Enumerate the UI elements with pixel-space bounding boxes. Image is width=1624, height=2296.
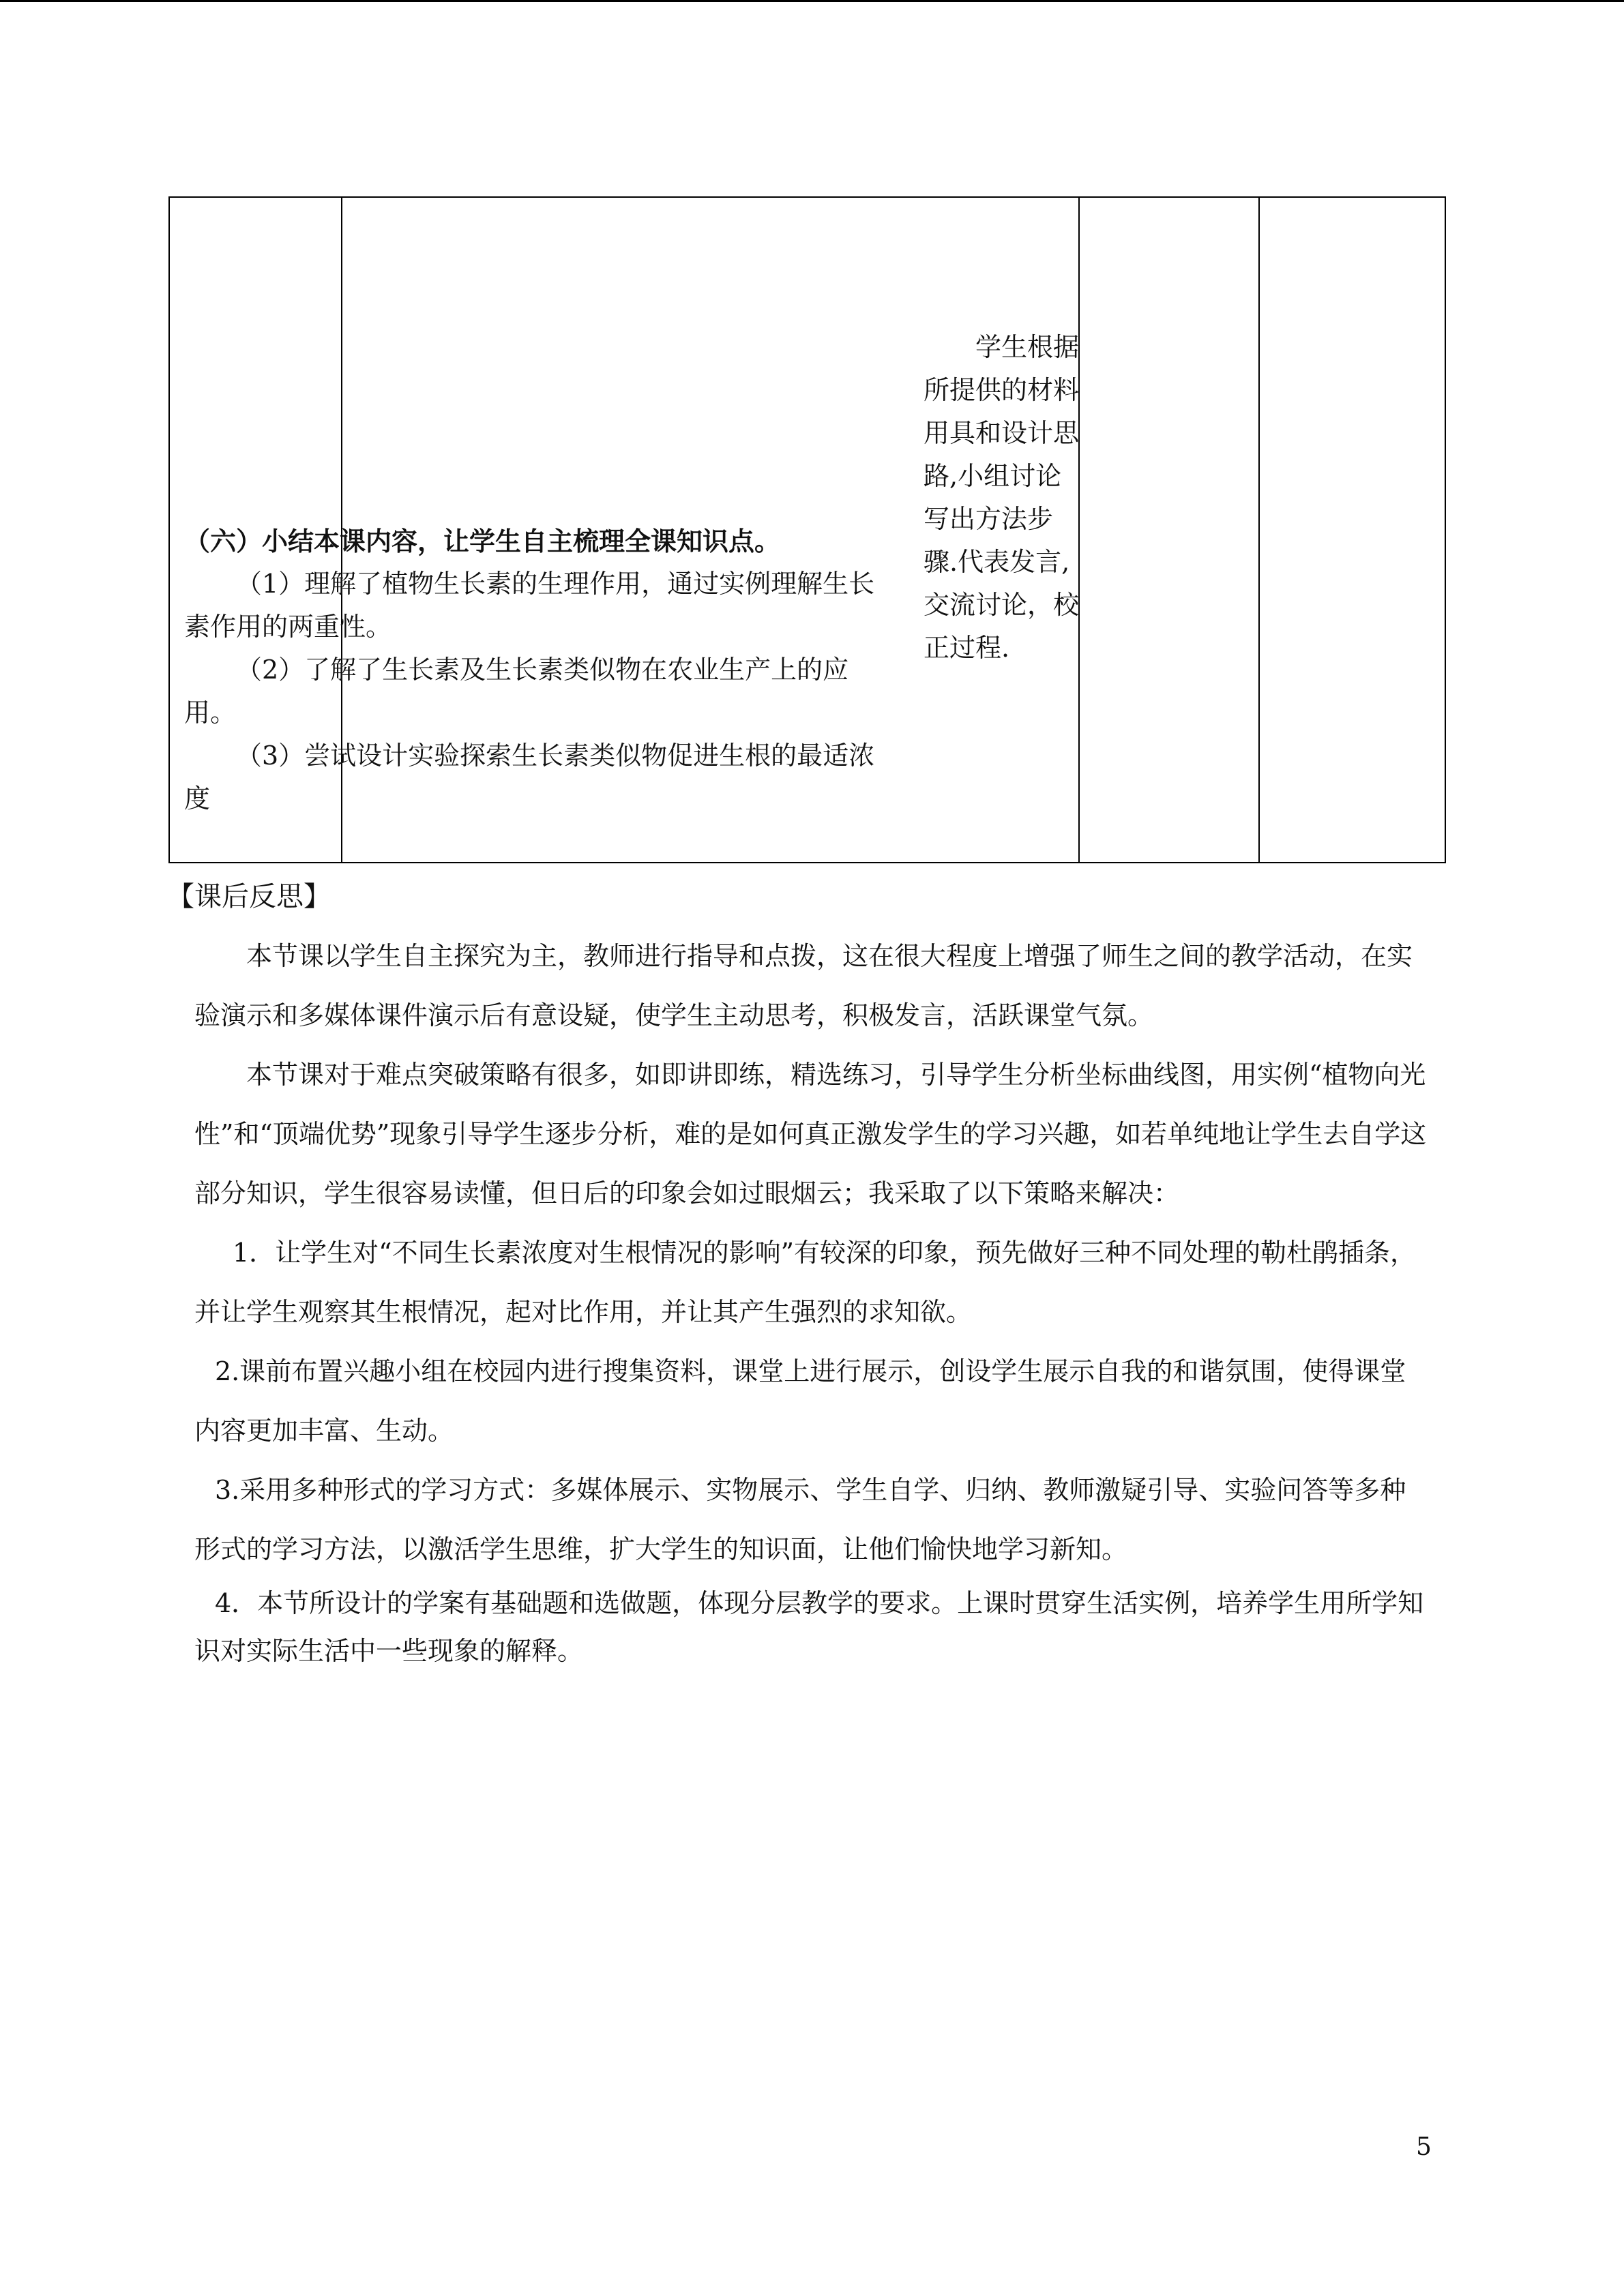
post-lesson-reflection <box>167 867 1429 1675</box>
page-number: 5 <box>1416 2133 1432 2161</box>
reflection-heading: 【课后反思】 <box>167 881 331 912</box>
student-activity-text: 学生根据所提供的材料用具和设计思路,小组讨论写出方法步骤.代表发言,交流讨论，校正过程. <box>924 332 1080 663</box>
reflection-paragraph: 2.课前布置兴趣小组在校园内进行搜集资料，课堂上进行展示，创设学生展示自我的和谐氛围，使得课堂内容更加丰富、生动。 <box>194 1356 1406 1446</box>
summary-title: （六）小结本课内容，让学生自主梳理全课知识点。 <box>184 526 781 556</box>
table-column-design-intent <box>1260 198 1447 862</box>
summary-item: （2）了解了生长素及生长素类似物在农业生产上的应用。 <box>184 655 849 728</box>
summary-item: （3）尝试设计实验探索生长素类似物促进生根的最适浓度 <box>184 741 875 814</box>
reflection-paragraph: 1．让学生对“不同生长素浓度对生根情况的影响”有较深的印象，预先做好三种不同处理的勒杜鹃插条，并让学生观察其生根情况，起对比作用，并让其产生强烈的求知欲。 <box>194 1238 1417 1327</box>
summary-item: （1）理解了植物生长素的生理作用，通过实例理解生长素作用的两重性。 <box>184 569 875 642</box>
page-top-rule <box>0 0 1624 2</box>
table-column-student-activity <box>1080 198 1260 862</box>
reflection-paragraph: 4．本节所设计的学案有基础题和选做题，体现分层教学的要求。上课时贯穿生活实例，培养学生用所学知识对实际生活中一些现象的解释。 <box>194 1588 1424 1666</box>
reflection-paragraph: 3.采用多种形式的学习方式：多媒体展示、实物展示、学生自学、归纳、教师激疑引导、实验问答等多种形式的学习方法，以激活学生思维，扩大学生的知识面，让他们愉快地学习新知。 <box>194 1475 1406 1564</box>
lesson-summary <box>184 520 894 820</box>
reflection-paragraph: 本节课对于难点突破策略有很多，如即讲即练，精选练习，引导学生分析坐标曲线图，用实例“植物向光性”和“顶端优势”现象引导学生逐步分析，难的是如何真正激发学生的学习兴趣，如若单纯地让学生去自学这部分知识，学生很容易读懂，但日后的印象会如过眼烟云；我采取了以下策略来解决： <box>194 1060 1427 1208</box>
reflection-paragraph: 本节课以学生自主探究为主，教师进行指导和点拨，这在很大程度上增强了师生之间的教学活动，在实验演示和多媒体课件演示后有意设疑，使学生主动思考，积极发言，活跃课堂气氛。 <box>194 941 1413 1030</box>
